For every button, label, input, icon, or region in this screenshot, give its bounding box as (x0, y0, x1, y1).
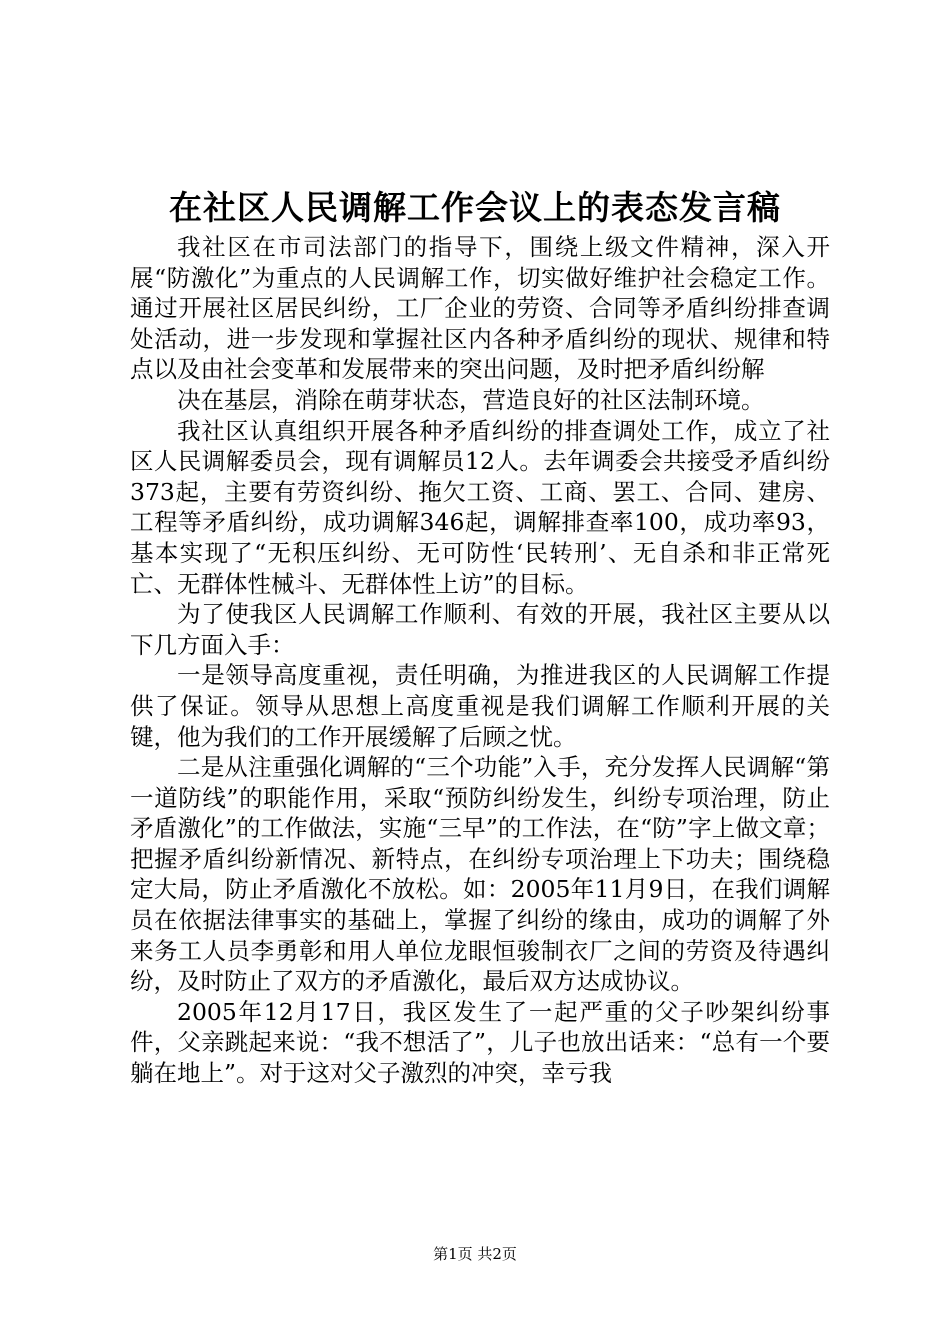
document-body (130, 232, 830, 1089)
paragraph-approach: 为了使我区人民调解工作顺利、有效的开展，我社区主要从以下几方面入手： (130, 600, 830, 659)
paragraph-statistics: 我社区认真组织开展各种矛盾纠纷的排查调处工作，成立了社区人民调解委员会，现有调解员12人。去年调委会共接受矛盾纠纷373起，主要有劳资纠纷、拖欠工资、工商、罢工、合同、建房、工程等矛盾纠纷，成功调解346起，调解排查率100，成功率93，基本实现了“无积压纠纷、无可防性‘民转刑’、无自杀和非正常死亡、无群体性械斗、无群体性上访”的目标。 (130, 416, 830, 598)
paragraph-continuation: 决在基层，消除在萌芽状态，营造良好的社区法制环境。 (177, 385, 765, 414)
paragraph-case-example: 2005年12月17日，我区发生了一起严重的父子吵架纠纷事件，父亲跳起来说：“我不想活了”，儿子也放出话来：“总有一个要躺在地上”。对于这对父子激烈的冲突，幸亏我 (130, 997, 830, 1088)
paragraph-intro: 我社区在市司法部门的指导下，围绕上级文件精神，深入开展“防激化”为重点的人民调解工作，切实做好维护社会稳定工作。通过开展社区居民纠纷，工厂企业的劳资、合同等矛盾纠纷排查调处活动，进一步发现和掌握社区内各种矛盾纠纷的现状、规律和特点以及由社会变革和发展带来的突出问题，及时把矛盾纠纷解 (130, 233, 830, 384)
paragraph-point-two: 二是从注重强化调解的“三个功能”入手，充分发挥人民调解“第一道防线”的职能作用，采取“预防纠纷发生，纠纷专项治理，防止矛盾激化”的工作做法，实施“三早”的工作法，在“防”字上做文章；把握矛盾纠纷新情况、新特点，在纠纷专项治理上下功夫；围绕稳定大局，防止矛盾激化不放松。如：2005年11月9日，在我们调解员在依据法律事实的基础上，掌握了纠纷的缘由，成功的调解了外来务工人员李勇彰和用人单位龙眼恒骏制衣厂之间的劳资及待遇纠纷，及时防止了双方的矛盾激化，最后双方达成协议。 (130, 753, 830, 996)
document-title: 在社区人民调解工作会议上的表态发言稿 (169, 188, 781, 227)
paragraph-point-one: 一是领导高度重视，责任明确，为推进我区的人民调解工作提供了保证。领导从思想上高度重视是我们调解工作顺利开展的关键，他为我们的工作开展缓解了后顾之忧。 (130, 661, 830, 751)
page-footer: 第1页 共2页 (433, 1245, 517, 1263)
